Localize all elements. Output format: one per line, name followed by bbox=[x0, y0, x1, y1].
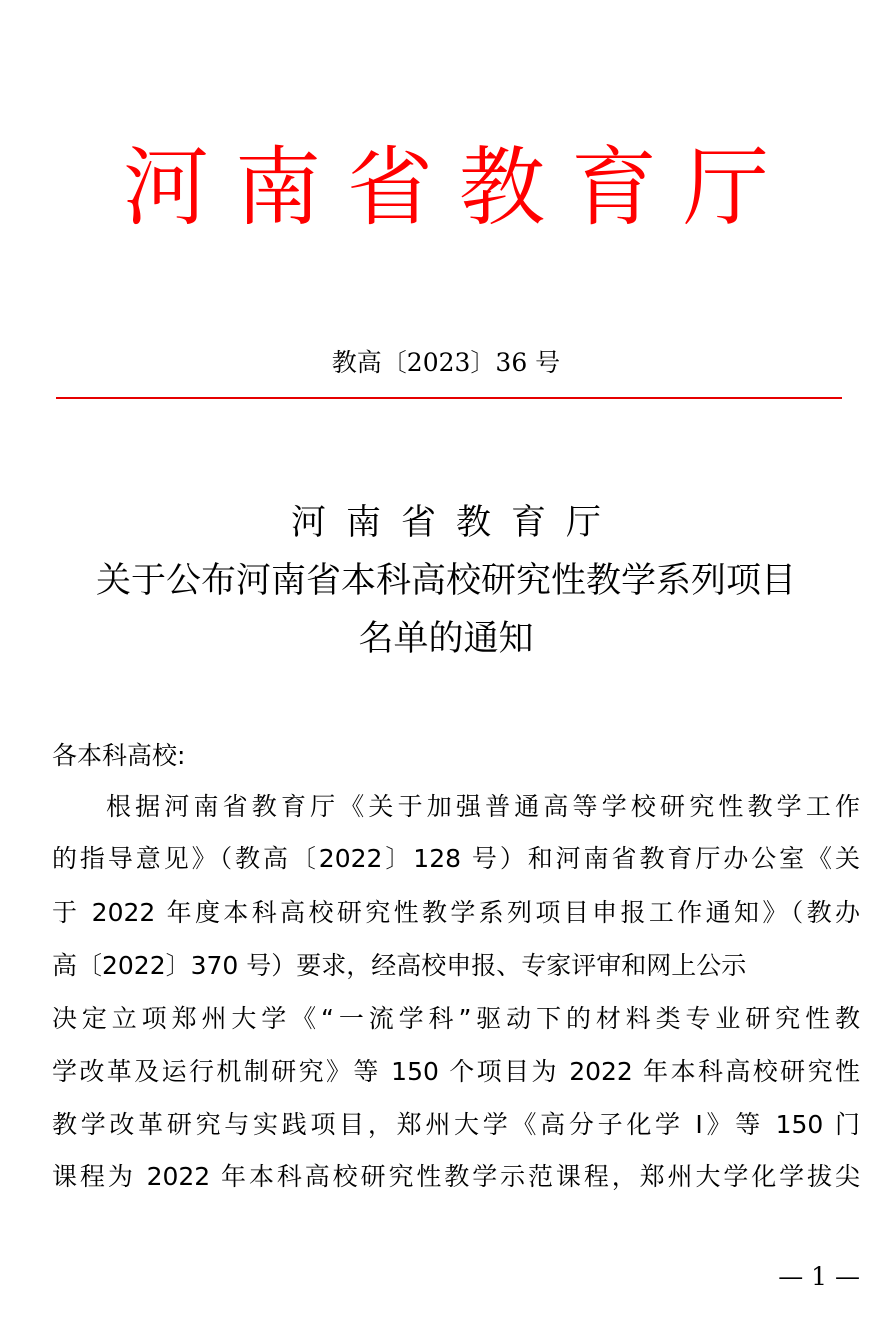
body-line-6: 学改革及运行机制研究》等 150 个项目为 2022 年本科高校研究性 bbox=[52, 1057, 860, 1086]
body-line-8: 课程为 2022 年本科高校研究性教学示范课程，郑州大学化学拔尖 bbox=[52, 1162, 860, 1191]
title-line-3: 名单的通知 bbox=[358, 619, 534, 659]
body-line-7: 教学改革研究与实践项目，郑州大学《高分子化学 I》等 150 门 bbox=[52, 1110, 860, 1139]
title-line-2: 关于公布河南省本科高校研究性教学系列项目 bbox=[95, 561, 796, 601]
body-line-3: 于 2022 年度本科高校研究性教学系列项目申报工作通知》（教办 bbox=[52, 898, 860, 927]
body-line-1: 根据河南省教育厅《关于加强普通高等学校研究性教学工作 bbox=[106, 792, 860, 821]
body-line-5: 决定立项郑州大学《“一流学科”驱动下的材料类专业研究性教 bbox=[52, 1004, 860, 1033]
body-line-4: 高〔2022〕370 号）要求，经高校申报、专家评审和网上公示 bbox=[52, 951, 747, 980]
red-divider-line bbox=[56, 397, 842, 399]
body-line-2: 的指导意见》（教高〔2022〕128 号）和河南省教育厅办公室《关 bbox=[52, 844, 860, 873]
agency-letterhead: 河南省教育厅 bbox=[123, 138, 795, 238]
salutation: 各本科高校: bbox=[52, 741, 186, 770]
page-number: — 1 — bbox=[778, 1262, 860, 1291]
document-number: 教高〔2023〕36 号 bbox=[331, 348, 561, 377]
title-line-1: 河南省教育厅 bbox=[290, 503, 621, 543]
